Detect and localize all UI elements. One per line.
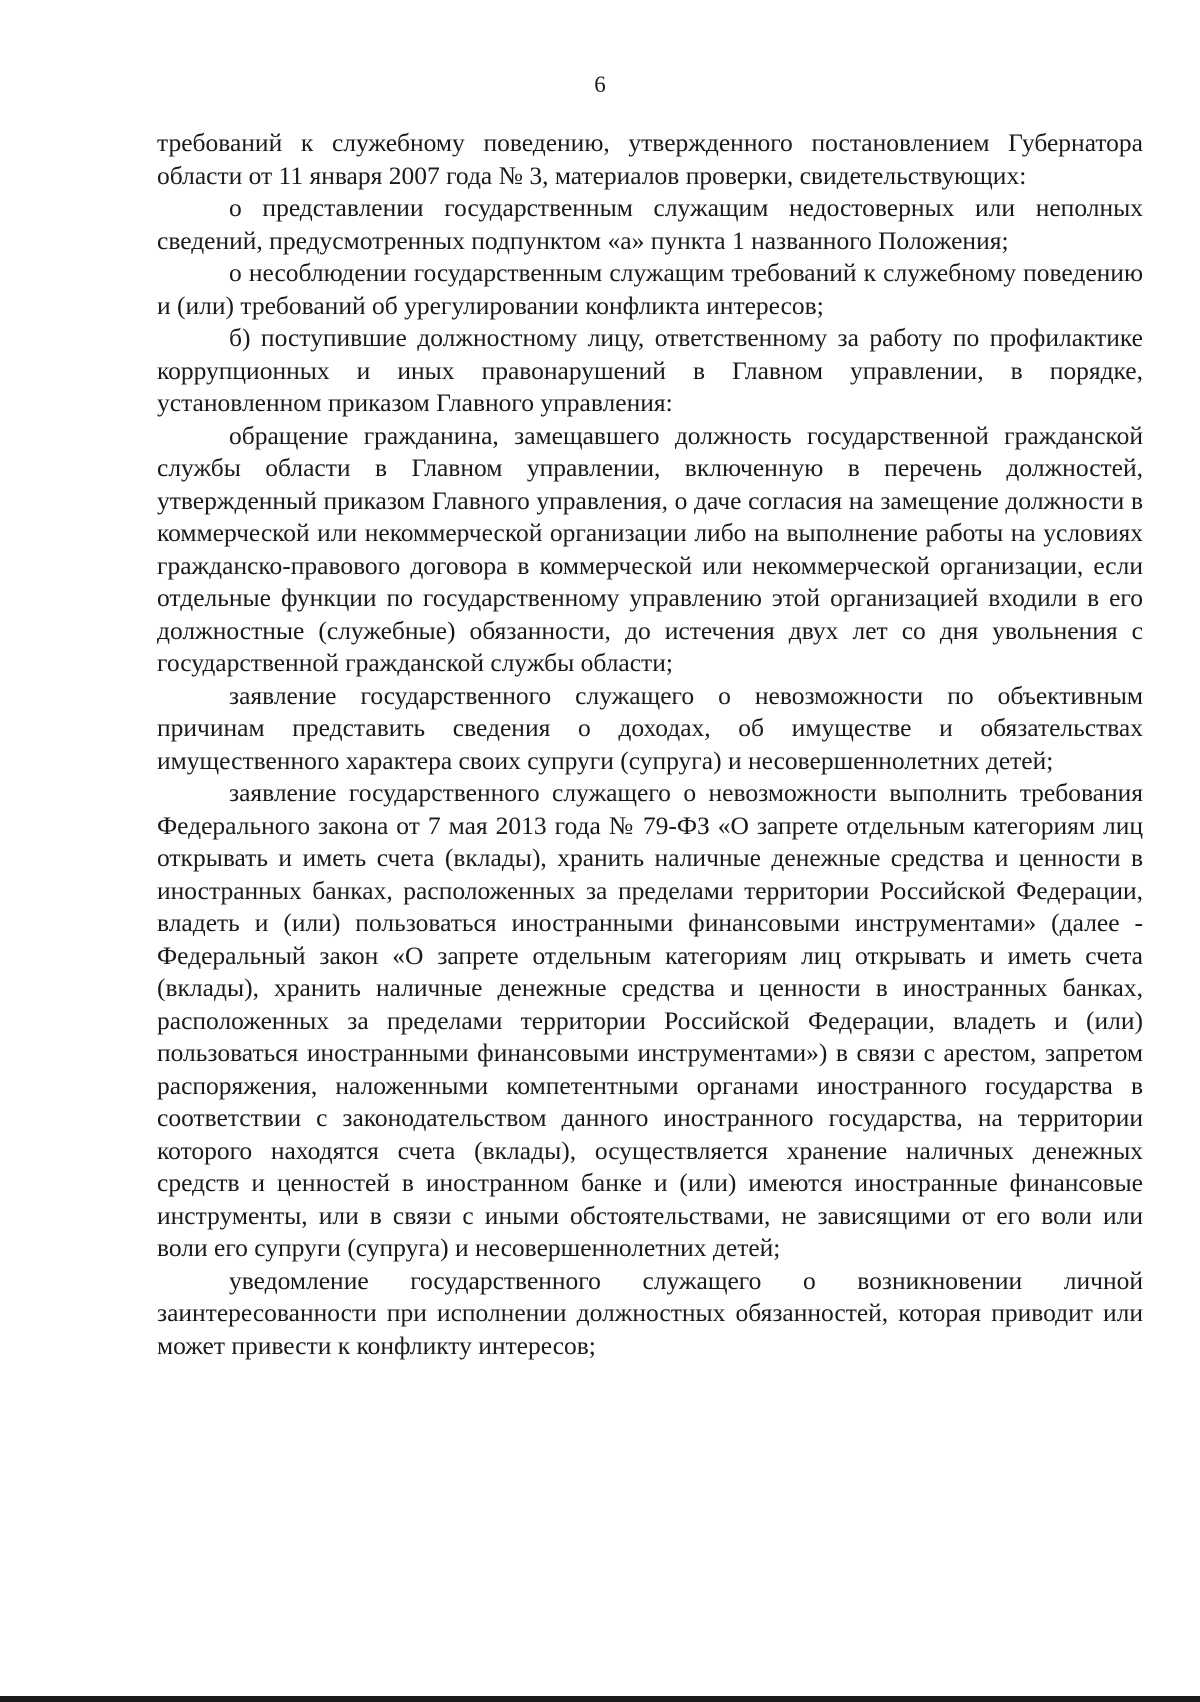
document-body [157,127,1143,1362]
paragraph-foreign-accounts-statement: заявление государственного служащего о невозможности выполнить требования Федерального закона от 7 мая 2013 года № 79-ФЗ «О запрете отдельным категориям лиц открывать и иметь счета (вклады), хранить наличные денежные средства и ценности в иностранных банках, расположенных за пределами территории Российской Федерации, владеть и (или) пользоваться иностранными финансовыми инструментами» (далее - Федеральный закон «О запрете отдельным категориям лиц открывать и иметь счета (вклады), хранить наличные денежные средства и ценности в иностранных банках, расположенных за пределами территории Российской Федерации, владеть и (или) пользоваться иностранными финансовыми инструментами») в связи с арестом, запретом распоряжения, наложенными компетентными органами иностранного государства в соответствии с законодательством данного иностранного государства, на территории которого находятся счета (вклады), осуществляется хранение наличных денежных средств и ценностей в иностранном банке и (или) имеются иностранные финансовые инструменты, или в связи с иными обстоятельствами, не зависящими от его воли или воли его супруги (супруга) и несовершеннолетних детей; [157,778,1143,1262]
paragraph-conflict-notice: уведомление государственного служащего о возникновении личной заинтересованности при исполнении должностных обязанностей, которая приводит или может привести к конфликту интересов; [157,1265,1143,1360]
paragraph-continuation: требований к служебному поведению, утвержденного постановлением Губернатора области от 11 января 2007 года № 3, материалов проверки, свидетельствующих: [157,128,1143,190]
scan-bottom-edge [0,1696,1200,1702]
page-number: 6 [594,72,606,97]
paragraph-citizen-appeal: обращение гражданина, замещавшего должность государственной гражданской службы области в Главном управлении, включенную в перечень должностей, утвержденный приказом Главного управления, о даче согласия на замещение должности в коммерческой или некоммерческой организации либо на выполнение работы на условиях гражданско-правового договора в коммерческой или некоммерческой организации, если отдельные функции по государственному управлению этой организацией входили в его должностные (служебные) обязанности, до истечения двух лет со дня увольнения с государственной гражданской службы области; [157,420,1143,677]
paragraph-item-false-info: о представлении государственным служащим недостоверных или неполных сведений, предусмотренных подпунктом «а» пункта 1 названного Положения; [157,193,1143,255]
paragraph-subitem-b: б) поступившие должностному лицу, ответственному за работу по профилактике коррупционных и иных правонарушений в Главном управлении, в порядке, установленном приказом Главного управления: [157,323,1143,417]
paragraph-income-statement: заявление государственного служащего о невозможности по объективным причинам представить сведения о доходах, об имуществе и обязательствах имущественного характера своих супруги (супруга) и несовершеннолетних детей; [157,680,1143,775]
paragraph-item-conduct: о несоблюдении государственным служащим требований к служебному поведению и (или) требований об урегулировании конфликта интересов; [157,258,1143,320]
